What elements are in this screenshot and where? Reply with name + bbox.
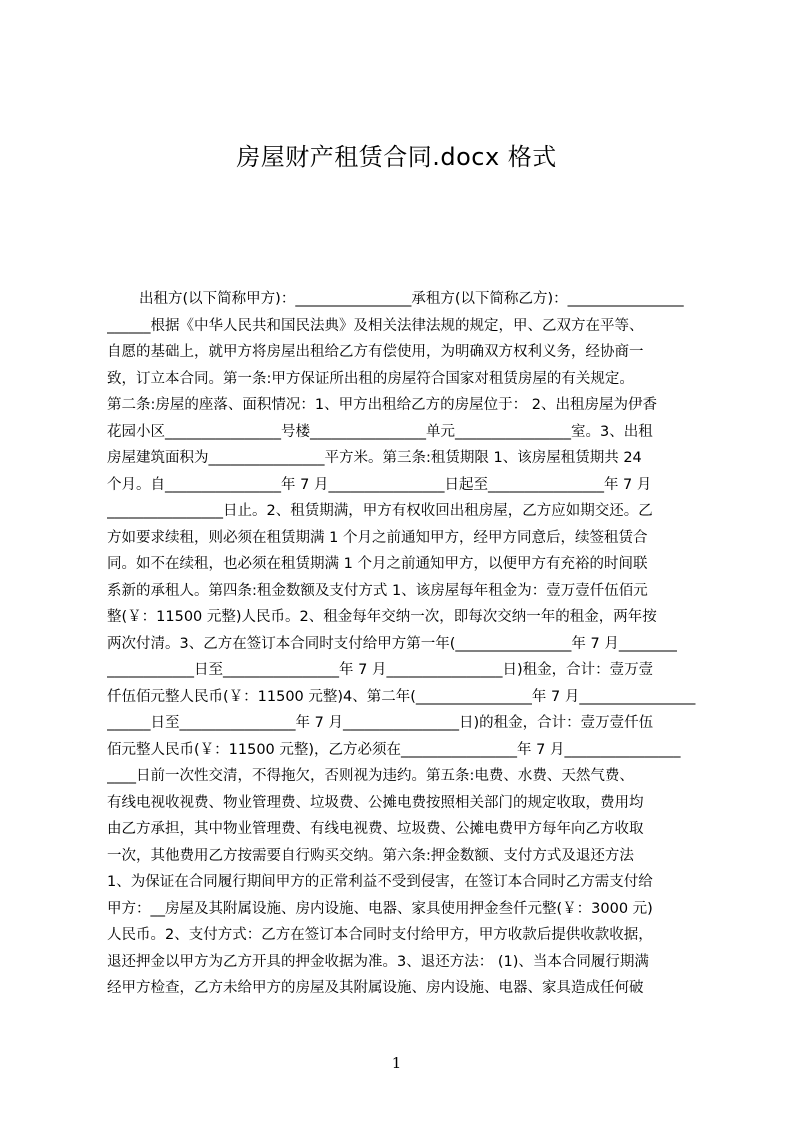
body-line: 甲方：__房屋及其附属设施、房内设施、电器、家具使用押金叁仟元整(￥：3000 元)	[107, 900, 653, 917]
document-body	[107, 286, 697, 1046]
body-line: 花园小区________________号楼________________单元________________室。3、出租	[107, 423, 653, 440]
body-line: 个月。自________________年 7 月________________日起至________________年 7 月	[107, 476, 652, 493]
body-line: 致，订立本合同。第一条:甲方保证所出租的房屋符合国家对租赁房屋的有关规定。	[107, 370, 634, 387]
body-line: ________________日止。2、租赁期满，甲方有权收回出租房屋，乙方应如期交还。乙	[107, 503, 653, 519]
body-line: 整(￥：11500 元整)人民币。2、租金每年交纳一次，即每次交纳一年的租金，两年按	[107, 609, 657, 625]
body-line: 出租方(以下简称甲方)：________________承租方(以下简称乙方)：________________	[139, 291, 684, 307]
body-line: 1、为保证在合同履行期间甲方的正常利益不受到侵害，在签订本合同时乙方需支付给	[107, 874, 653, 890]
body-line: 人民币。2、支付方式：乙方在签订本合同时支付给甲方，甲方收款后提供收款收据，	[107, 927, 653, 943]
body-line: 第二条:房屋的座落、面积情况：1、甲方出租给乙方的房屋位于： 2、出租房屋为伊香	[107, 397, 657, 413]
body-line: 两次付清。3、乙方在签订本合同时支付给甲方第一年(________________年 7 月________	[107, 635, 677, 652]
body-line: 佰元整人民币(￥：11500 元整)，乙方必须在________________年 7 月________________	[107, 741, 681, 758]
body-line: 由乙方承担，其中物业管理费、有线电视费、垃圾费、公摊电费甲方每年向乙方收取	[107, 821, 644, 837]
body-line: 退还押金以甲方为乙方开具的押金收据为准。3、退还方法： (1)、当本合同履行期满	[107, 953, 649, 970]
body-line: 仟伍佰元整人民币(￥：11500 元整)4、第二年(________________年 7 月________________	[107, 688, 696, 705]
body-line: 经甲方检查，乙方未给甲方的房屋及其附属设施、房内设施、电器、家具造成任何破	[107, 980, 644, 996]
body-line: 自愿的基础上，就甲方将房屋出租给乙方有偿使用，为明确双方权利义务，经协商一	[107, 344, 644, 360]
body-line: ______日至________________年 7 月________________日)的租金，合计：壹万壹仟伍	[107, 715, 654, 731]
body-line: 一次，其他费用乙方按需要自行购买交纳。第六条:押金数额、支付方式及退还方法	[107, 847, 634, 864]
body-line: 同。如不在续租，也必须在租赁期满 1 个月之前通知甲方，以便甲方有充裕的时间联	[107, 556, 648, 572]
body-line: 房屋建筑面积为________________平方米。第三条:租赁期限 1、该房屋租赁期共 24	[107, 450, 642, 466]
body-line: 方如要求续租，则必须在租赁期满 1 个月之前通知甲方，经甲方同意后，续签租赁合	[107, 529, 648, 546]
body-line: 系新的承租人。第四条:租金数额及支付方式 1、该房屋每年租金为：壹万壹仟伍佰元	[107, 582, 648, 599]
body-line: ____________日至________________年 7 月________________日)租金，合计：壹万壹	[107, 662, 654, 678]
page-number: 1	[391, 1054, 402, 1072]
body-line: ______根据《中华人民共和国民法典》及相关法律法规的规定，甲、乙双方在平等、	[107, 317, 644, 334]
body-line: ____日前一次性交清，不得拖欠，否则视为违约。第五条:电费、水费、天然气费、	[107, 768, 634, 784]
document-title: 房屋财产租赁合同.docx 格式	[236, 143, 557, 171]
body-line: 有线电视收视费、物业管理费、垃圾费、公摊电费按照相关部门的规定收取，费用均	[107, 794, 644, 811]
